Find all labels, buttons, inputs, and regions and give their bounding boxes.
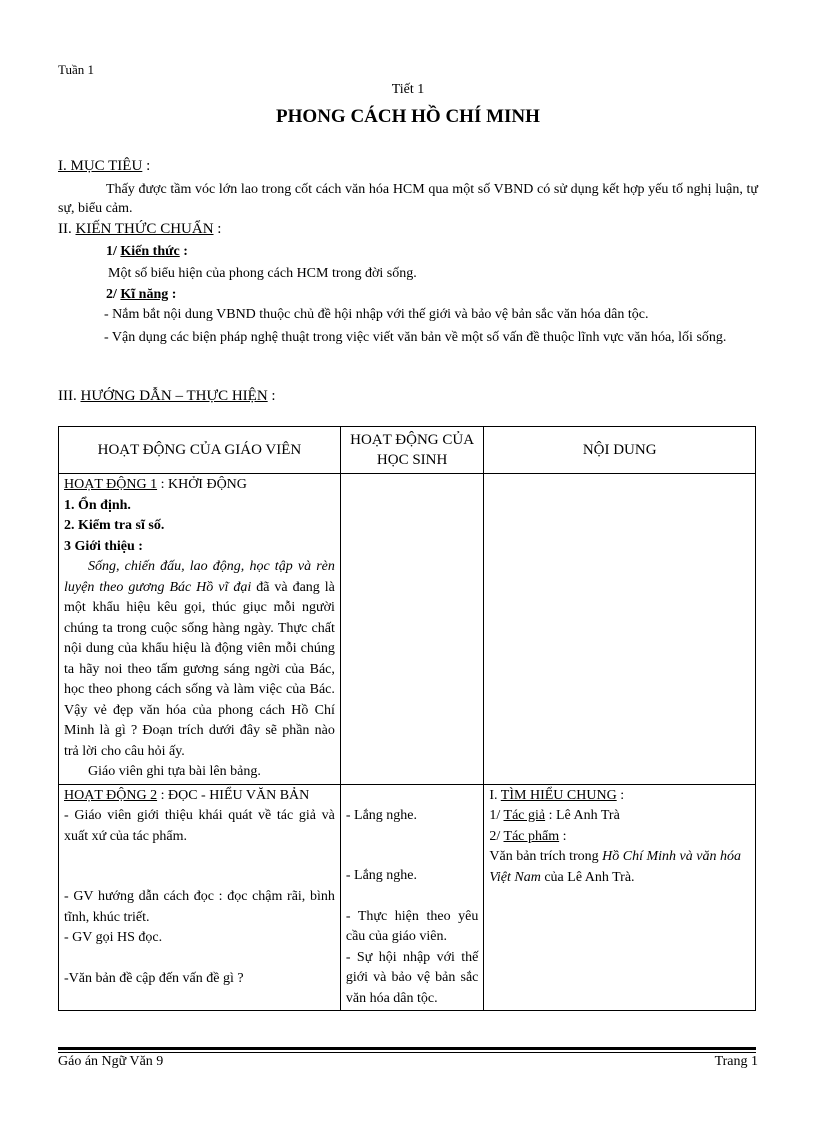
table-header-row — [59, 427, 756, 474]
activity-2-teacher-cell — [59, 784, 341, 1011]
activity-1-content-cell — [484, 474, 756, 785]
footer-rule-thin — [58, 1052, 756, 1053]
teacher-step-4: -Văn bản đề cập đến vấn đề gì ? — [64, 970, 244, 986]
knowledge-text: Một số biểu hiện của phong cách HCM trong đời sống. — [108, 266, 417, 281]
table-row-activity-1 — [59, 474, 756, 785]
spacer — [346, 887, 479, 907]
skills-colon: : — [168, 287, 177, 302]
student-step-2: - Lắng nghe. — [345, 868, 418, 883]
activity-1-label: HOẠT ĐỘNG 1 — [64, 477, 158, 492]
section-1-title: I. MỤC TIÊU — [58, 158, 143, 174]
knowledge-num: 1/ — [106, 244, 121, 259]
content-work — [489, 827, 750, 848]
section-2-title: KIẾN THỨC CHUẨN — [75, 221, 214, 237]
knowledge-colon: : — [179, 244, 188, 259]
content-heading-colon: : — [616, 787, 625, 803]
header-content: NỘI DUNG — [484, 427, 756, 474]
spacer — [346, 846, 479, 866]
teacher-step-2: - GV hướng dẫn cách đọc : đọc chậm rãi, bình tĩnh, khúc triết. — [64, 889, 335, 925]
student-step-4: - Sự hội nhập với thế giới và bảo vệ bản sắc văn hóa dân tộc. — [345, 949, 479, 1006]
table-row-activity-2 — [59, 784, 756, 1011]
content-author-label: Tác giả — [503, 808, 546, 823]
activity-1-heading — [64, 475, 335, 496]
content-work-book-title: Hồ Chí Minh và văn hóa Việt Nam — [489, 849, 741, 885]
skills-heading — [106, 287, 176, 303]
knowledge-heading — [106, 244, 188, 260]
activity-1-step-1: 1. Ổn định. — [64, 497, 131, 513]
section-1-heading — [58, 158, 150, 175]
page-title: PHONG CÁCH HỒ CHÍ MINH — [276, 106, 540, 127]
content-work-label: Tác phẩm — [503, 828, 560, 844]
spacer — [64, 949, 335, 969]
spacer — [64, 847, 335, 867]
skills-item-2: - Vận dụng các biện pháp nghệ thuật trong việc viết văn bản về một số vấn đề thuộc lĩnh vực văn hóa, lối sống. — [104, 330, 727, 345]
lesson-table — [58, 426, 756, 1011]
week-label: Tuần 1 — [58, 62, 95, 77]
content-work-colon: : — [559, 828, 567, 844]
section-3-title: HƯỚNG DẪN – THỰC HIỆN — [80, 388, 268, 404]
activity-2-rest: : ĐỌC - HIỂU VĂN BẢN — [157, 787, 310, 803]
activity-1-teacher-cell — [59, 474, 341, 785]
content-author — [489, 806, 750, 827]
knowledge-label: Kiến thức — [120, 244, 180, 259]
section-1-text: Thấy được tầm vóc lớn lao trong cốt cách văn hóa HCM qua một số VBND có sử dụng kết hợp yếu tố nghị luận, tự sự, biểu cảm. — [58, 182, 758, 216]
section-3-heading — [58, 388, 276, 405]
spacer — [346, 786, 479, 806]
section-2-num: II. — [58, 221, 76, 237]
activity-1-intro-slogan: Sống, chiến đấu, lao động, học tập và rèn luyện theo gương Bác Hồ vĩ đại — [64, 559, 335, 595]
page-number: Trang 1 — [714, 1054, 758, 1069]
content-work-text — [489, 847, 750, 888]
activity-2-heading — [64, 786, 335, 807]
student-step-3: - Thực hiện theo yêu cầu của giáo viên. — [345, 908, 479, 944]
teacher-step-1: - Giáo viên giới thiệu khái quát về tác giả và xuất xứ của tác phẩm. — [64, 808, 335, 844]
activity-1-step-2: 2. Kiểm tra sĩ số. — [64, 518, 165, 533]
header-student: HOẠT ĐỘNG CỦA HỌC SINH — [340, 427, 484, 474]
footer-rule-thick — [58, 1047, 756, 1050]
footer-left: Gáo án Ngữ Văn 9 — [58, 1054, 164, 1069]
activity-1-note: Giáo viên ghi tựa bài lên bảng. — [88, 764, 261, 779]
content-author-text: : Lê Anh Trà — [545, 808, 620, 823]
content-work-text-b: của Lê Anh Trà. — [540, 869, 635, 885]
activity-1-step-3: 3 Giới thiệu : — [64, 538, 143, 554]
skills-label: Kĩ năng — [120, 287, 169, 302]
student-step-1: - Lắng nghe. — [345, 807, 418, 823]
spacer — [346, 826, 479, 846]
section-2-colon: : — [213, 221, 222, 237]
skills-item-1: - Nắm bắt nội dung VBND thuộc chủ đề hội nhập với thế giới và bảo vệ bản sắc văn hóa dân tộc. — [104, 307, 649, 322]
header-teacher: HOẠT ĐỘNG CỦA GIÁO VIÊN — [59, 427, 341, 474]
activity-2-student-cell — [340, 784, 484, 1011]
content-work-num: 2/ — [489, 828, 504, 844]
section-2-heading — [58, 221, 221, 238]
content-heading — [489, 786, 750, 807]
content-heading-num: I. — [489, 787, 501, 803]
content-author-num: 1/ — [489, 808, 504, 823]
skills-num: 2/ — [106, 287, 121, 302]
activity-1-rest: : KHỞI ĐỘNG — [157, 477, 247, 492]
teacher-step-3: - GV gọi HS đọc. — [64, 930, 163, 945]
spacer — [64, 867, 335, 887]
section-1-colon: : — [142, 158, 151, 174]
activity-1-student-cell — [340, 474, 484, 785]
activity-2-label: HOẠT ĐỘNG 2 — [64, 787, 158, 803]
activity-1-intro-body: đã và đang là một khẩu hiệu kêu gọi, thúc giục mỗi người chúng ta trong cuộc sống hàng ngày. Thực chất nội dung của khẩu hiệu là động viên mỗi chúng ta hãy noi theo tấm gương sáng ngời của Bác, học theo phong cách sống và làm việc của Bác. Vậy vẻ đẹp văn hóa của phong cách Hồ Chí Minh là gì ? Đoạn trích dưới đây sẽ phần nào trả lời cho câu hỏi ấy. — [64, 579, 335, 759]
content-work-text-a: Văn bản trích trong — [489, 849, 603, 864]
content-heading-title: TÌM HIỂU CHUNG — [500, 787, 617, 803]
activity-1-intro — [64, 557, 335, 762]
section-3-num: III. — [58, 388, 81, 404]
section-3-colon: : — [267, 388, 276, 404]
activity-2-content-cell — [484, 784, 756, 1011]
lesson-number: Tiết 1 — [391, 82, 425, 97]
